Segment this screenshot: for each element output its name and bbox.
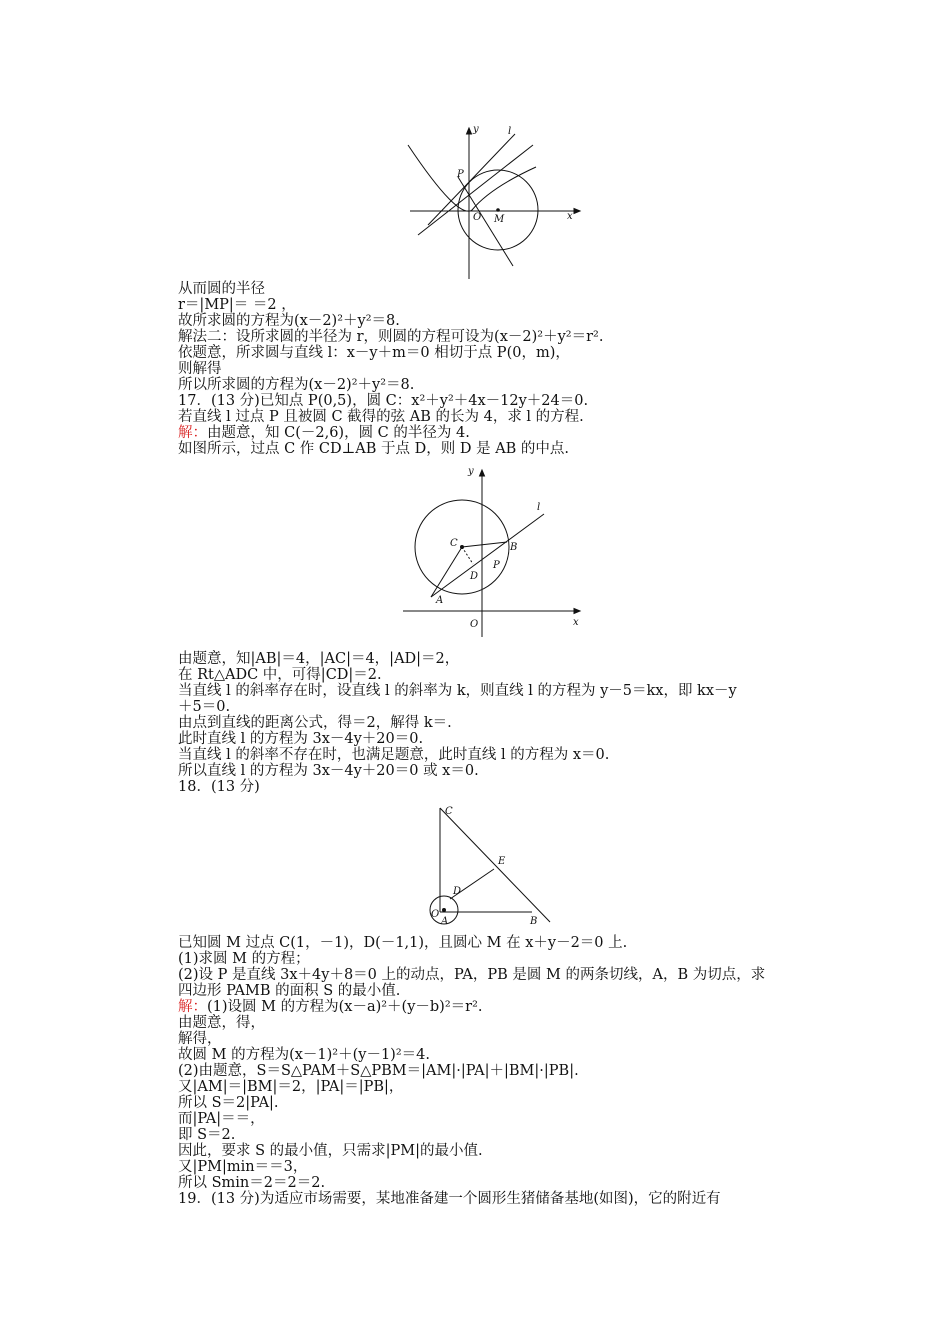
fig1-label-m: M	[494, 214, 505, 225]
fig2-label-x: x	[573, 617, 579, 628]
text-line: 已知圆 M 过点 C(1，－1)，D(－1,1)，且圆心 M 在 x＋y－2＝0 上.	[178, 935, 628, 951]
text-line: 解法二：设所求圆的半径为 r，则圆的方程可设为(x－2)²＋y²＝r².	[178, 329, 604, 345]
solution-label: 解：	[178, 425, 207, 441]
figure-1-circle-tangent	[400, 122, 590, 282]
text-line: 而|PA|＝＝，	[178, 1111, 265, 1127]
problem-19-title: 19．(13 分)为适应市场需要，某地准备建一个圆形生猪储备基地(如图)，它的附近有	[178, 1191, 721, 1207]
text-line: ＋5＝0.	[178, 699, 231, 715]
text-line: 所以所求圆的方程为(x－2)²＋y²＝8.	[178, 377, 415, 393]
text-line: 解得，	[178, 1031, 222, 1047]
text-line: (1)求圆 M 的方程；	[178, 951, 310, 967]
text-line: 所以 S＝2|PA|.	[178, 1095, 279, 1111]
text-line: 因此，要求 S 的最小值，只需求|PM|的最小值.	[178, 1143, 483, 1159]
text-line: 故所求圆的方程为(x－2)²＋y²＝8.	[178, 313, 400, 329]
text-line: r＝|MP|＝ ＝2 ，	[178, 297, 296, 313]
text-line: 又|AM|＝|BM|＝2，|PA|＝|PB|，	[178, 1079, 404, 1095]
solution-label: 解：	[178, 999, 207, 1015]
problem-17-title: 17．(13 分)已知点 P(0,5)，圆 C：x²＋y²＋4x－12y＋24＝0.	[178, 393, 589, 409]
text-line: 从而圆的半径	[178, 281, 265, 297]
text-line: 由题意，知|AB|＝4，|AC|＝4，|AD|＝2，	[178, 651, 460, 667]
fig3-label-a: A	[441, 916, 449, 927]
fig2-label-y: y	[468, 466, 474, 477]
fig2-label-d: D	[470, 571, 479, 582]
problem-17-statement: 若直线 l 过点 P 且被圆 C 截得的弦 AB 的长为 4，求 l 的方程.	[178, 409, 584, 425]
text-line: 由题意，得，	[178, 1015, 265, 1031]
text-line: 此时直线 l 的方程为 3x－4y＋20＝0.	[178, 731, 424, 747]
solution-text: (1)设圆 M 的方程为(x－a)²＋(y－b)²＝r².	[207, 999, 483, 1015]
text-line: (2)设 P 是直线 3x＋4y＋8＝0 上的动点，PA，PB 是圆 M 的两条切线，A，B 为切点，求	[178, 967, 766, 983]
fig3-label-c: C	[445, 806, 453, 817]
text-line: 所以 Smin＝2＝2＝2.	[178, 1175, 326, 1191]
fig1-label-x: x	[567, 211, 573, 222]
fig1-label-y: y	[473, 124, 479, 135]
figure-3-triangle	[422, 800, 562, 928]
text-line: 故圆 M 的方程为(x－1)²＋(y－1)²＝4.	[178, 1047, 430, 1063]
fig2-label-p: P	[493, 560, 500, 571]
text-line: 当直线 l 的斜率存在时，设直线 l 的斜率为 k，则直线 l 的方程为 y－5＝kx，即 kx－y	[178, 683, 737, 699]
solution-text: 由题意，知 C(－2,6)，圆 C 的半径为 4.	[207, 425, 470, 441]
text-line: 依题意，所求圆与直线 l：x－y＋m＝0 相切于点 P(0，m)，	[178, 345, 570, 361]
text-line: 所以直线 l 的方程为 3x－4y＋20＝0 或 x＝0.	[178, 763, 479, 779]
fig1-label-o: O	[473, 212, 482, 223]
fig3-label-o: O	[431, 909, 440, 920]
text-line: 又|PM|min＝＝3，	[178, 1159, 308, 1175]
text-line: (2)由题意，S＝S△PAM＋S△PBM＝|AM|·|PA|＋|BM|·|PB|.	[178, 1063, 579, 1079]
text-line: 如图所示，过点 C 作 CD⊥AB 于点 D，则 D 是 AB 的中点.	[178, 441, 570, 457]
text-line: 即 S＝2.	[178, 1127, 236, 1143]
text-line: 由点到直线的距离公式，得＝2，解得 k＝.	[178, 715, 452, 731]
fig2-label-o: O	[470, 619, 479, 630]
fig2-label-c: C	[450, 538, 458, 549]
fig2-label-a: A	[436, 595, 444, 606]
fig3-label-b: B	[530, 916, 538, 927]
fig3-label-e: E	[498, 856, 506, 867]
figure-2-circle-chord	[395, 462, 590, 642]
text-line: 当直线 l 的斜率不存在时，也满足题意，此时直线 l 的方程为 x＝0.	[178, 747, 610, 763]
text-line: 则解得	[178, 361, 222, 377]
fig2-label-b: B	[510, 542, 518, 553]
fig1-label-l: l	[508, 126, 512, 137]
fig3-label-d: D	[453, 886, 462, 897]
fig1-label-p: P	[457, 169, 464, 180]
text-line: 在 Rt△ADC 中，可得|CD|＝2.	[178, 667, 382, 683]
fig2-label-l: l	[537, 502, 541, 513]
text-line: 四边形 PAMB 的面积 S 的最小值.	[178, 983, 401, 999]
problem-18-title: 18．(13 分)	[178, 779, 260, 795]
